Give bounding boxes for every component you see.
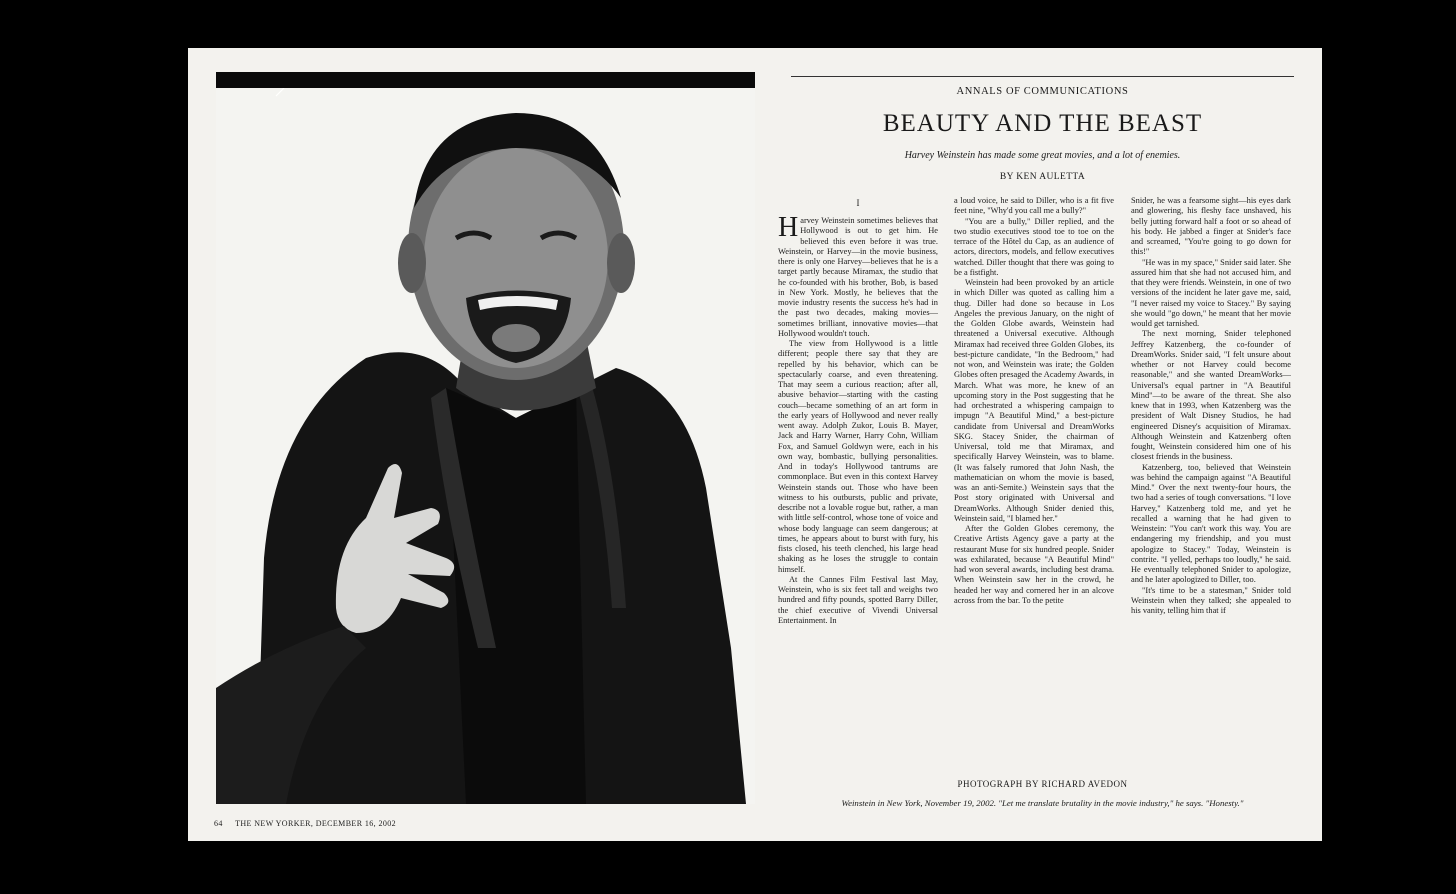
paragraph (778, 212, 938, 339)
photo-credit: PHOTOGRAPH BY RICHARD AVEDON (957, 779, 1128, 789)
magazine-spread (188, 48, 1322, 841)
drop-cap: H (778, 212, 799, 243)
paragraph: The view from Hollywood is a little different; people there say that they are repelled by his behavior, which can be spectacularly coarse, and even threatening. That may seem a curious reaction; after all, abusive behavior—starting with the casting couch—became something of an art form in the early years of Hollywood and never really went away. Adolph Zukor, Louis B. Mayer, Jack and Harry Warner, Harry Cohn, William Fox, and Samuel Goldwyn were, each in his own way, bombastic, bullying personalities. And in today's Hollywood tantrums are commonplace. But even in this context Harvey Weinstein stands out. Those who have been witness to his outbursts, public and private, describe not a lovable rogue but, rather, a man with little self-control, whose tone of voice and whose body language can seem dangerous; at times, he appears about to burst with fury, his fists closed, his teeth clenched, his large head shaking as he loses the struggle to contain himself. (778, 339, 938, 574)
paragraph: At the Cannes Film Festival last May, Weinstein, who is six feet tall and weighs two hundred and fifty pounds, spotted Barry Diller, the chief executive of Vivendi Universal Entertainment. In (778, 574, 938, 625)
page-number: 64 (214, 819, 223, 828)
headline: BEAUTY AND THE BEAST (882, 110, 1203, 137)
portrait-photo (216, 72, 755, 804)
paragraph: a loud voice, he said to Diller, who is a fit five feet nine, "Why'd you call me a bully?" (954, 196, 1114, 216)
paragraph: "He was in my space," Snider said later. She assured him that she had not accused him, and that they were friends. Weinstein, in one of two versions of the incident he later gave me, said, "I never raised my voice to Stacey." By saying she would "go down," he meant that her movie would get tarnished. (1131, 257, 1291, 328)
paragraph: Snider, he was a fearsome sight—his eyes dark and glowering, his fleshy face unshaved, his belly jutting forward half a foot or so ahead of his body. He jabbed a finger at Snider's face and screamed, "You're going to go down for this!" (1131, 196, 1291, 257)
paragraph-text: arvey Weinstein sometimes believes that Hollywood is out to get him. He believed this even before it was true. Weinstein, or Harvey—in the movie business, there is only one Harvey—believes that he is a target partly because Miramax, the studio that he co-founded with his brother, Bob, is based in New York. Mostly, he believes that the movie industry resents the success he's had in the past two decades, making movies—sometimes brilliant, innovative movies—that Hollywood wouldn't touch. (778, 216, 938, 338)
kicker: ANNALS OF COMMUNICATIONS (956, 86, 1129, 97)
top-rule (791, 76, 1294, 77)
paragraph: The next morning, Snider telephoned Jeffrey Katzenberg, the co-founder of DreamWorks. Snider said, "I felt unsure about whether or not Harvey could become reasonable," and she wanted DreamWorks—Universal's equal partner in "A Beautiful Mind"—to be aware of the threat. She also knew that in 1993, when Katzenberg was the president of Walt Disney Studios, he had engineered Disney's acquisition of Miramax. Although Weinstein and Katzenberg often fought, Weinstein considered him one of his closest friends in the business. (1131, 329, 1291, 462)
section-number: I (856, 198, 860, 208)
column-2 (954, 196, 1114, 784)
paragraph: Weinstein had been provoked by an article in which Diller was quoted as calling him a thug. Diller had done so because in Los Angeles the previous January, on the night of the Golden Globe awards, Weinstein had threatened a Universal executive. Although Miramax had received three Golden Globes, its best-picture candidate, "In the Bedroom," had not won, and Weinstein was irate; the Golden Globes often presaged the Academy Awards, in March. What was more, he knew of an upcoming story in the Post suggesting that he had orchestrated a whispering campaign to impugn "A Beautiful Mind," a best-picture candidate from Universal and DreamWorks SKG. Stacey Snider, the chairman of Universal, told me that Miramax, and specifically Harvey Weinstein, was to blame. (It was falsely rumored that John Nash, the mathematician on whom the movie is based, was an anti-Semite.) Weinstein says that the Post story originated with Universal and DreamWorks. Although Snider denied this, Weinstein said, "I blamed her." (954, 278, 1114, 523)
paragraph: Katzenberg, too, believed that Weinstein was behind the campaign against "A Beautiful Mind." Over the next twenty-four hours, the two had a series of tough conversations. "I love Harvey," Katzenberg told me, and yet he recalled a warning that he had given to Weinstein: "You can't work this way. You are endangering my friendship, and you must apologize to Stacey." Today, Weinstein is contrite. "I yelled, perhaps too loudly," he said. He eventually telephoned Snider to apologize, and he later apologized to Diller, too. (1131, 462, 1291, 585)
folio-text: THE NEW YORKER, DECEMBER 16, 2002 (235, 819, 397, 828)
photo-caption: Weinstein in New York, November 19, 2002. "Let me translate brutality in the movie industry," he says. "Honesty." (841, 798, 1244, 808)
column-3 (1131, 196, 1291, 784)
column-1 (778, 196, 938, 784)
paragraph: "It's time to be a statesman," Snider told Weinstein when they talked; she appealed to his vanity, telling him that if (1131, 585, 1291, 615)
folio (214, 819, 396, 828)
article-body (778, 196, 1298, 784)
byline: BY KEN AULETTA (999, 172, 1086, 182)
portrait-figure (216, 88, 755, 804)
paragraph: "You are a bully," Diller replied, and the two studio executives stood toe to toe on the terrace of the Hôtel du Cap, as an audience of actors, directors, models, and fellow executives watched. Diller thought that there was going to be a fistfight. (954, 216, 1114, 277)
paragraph: After the Golden Globes ceremony, the Creative Artists Agency gave a party at the restaurant Muse for six hundred people. Snider was exhilarated, because "A Beautiful Mind" had won several awards, including best drama. When Weinstein saw her in the crowd, he headed her way and cornered her in an alcove across from the bar. To the petite (954, 524, 1114, 605)
dek: Harvey Weinstein has made some great movies, and a lot of enemies. (904, 150, 1181, 161)
